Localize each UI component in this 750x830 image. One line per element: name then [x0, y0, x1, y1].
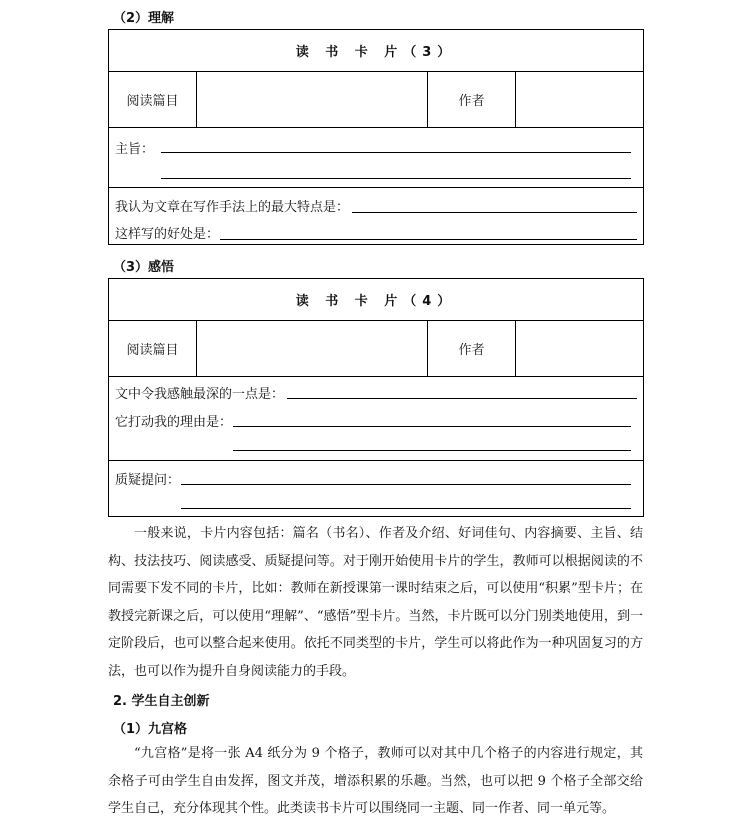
- theme-line-2[interactable]: [161, 178, 631, 179]
- impression-cell: [109, 377, 644, 461]
- reason-label: 它打动我的理由是：: [115, 415, 233, 430]
- technique-cell: [109, 188, 644, 245]
- section-heading-insight: （3）感悟: [113, 260, 175, 275]
- deepest-touch-label: 文中令我感触最深的一点是：: [115, 387, 285, 402]
- author-cell[interactable]: [516, 72, 644, 128]
- theme-line-1[interactable]: [161, 152, 631, 153]
- reason-line-2[interactable]: [233, 450, 631, 451]
- writing-feature-label: 我认为文章在写作手法上的最大特点是：: [115, 200, 350, 215]
- section-heading-nine-grid: （1）九宫格: [113, 722, 188, 737]
- reading-title-label: 阅读篇目: [109, 72, 197, 128]
- section-heading-understanding: （2）理解: [113, 11, 175, 26]
- benefit-line[interactable]: [220, 239, 637, 240]
- reading-card-3: [108, 29, 644, 245]
- question-label: 质疑提问：: [115, 473, 181, 488]
- benefit-label: 这样写的好处是：: [115, 227, 220, 242]
- reading-card-4: [108, 278, 644, 517]
- deepest-touch-line[interactable]: [287, 398, 637, 399]
- reason-line-1[interactable]: [233, 426, 631, 427]
- reading-title-cell[interactable]: [197, 72, 428, 128]
- reading-title-label: 阅读篇目: [109, 321, 197, 377]
- writing-feature-line[interactable]: [352, 212, 637, 213]
- card-title: 读 书 卡 片（4）: [109, 279, 644, 321]
- question-line-1[interactable]: [181, 484, 631, 485]
- reading-title-cell[interactable]: [197, 321, 428, 377]
- theme-label: 主旨：: [115, 142, 155, 157]
- author-label: 作者: [428, 321, 516, 377]
- author-label: 作者: [428, 72, 516, 128]
- paragraph-card-contents: 一般来说，卡片内容包括：篇名（书名）、作者及介绍、好词佳句、内容摘要、主旨、结构、技法技巧、阅读感受、质疑提问等。对于刚开始使用卡片的学生，教师可以根据阅读的不同需要下发不同的卡片，比如：教师在新授课第一课时结束之后，可以使用“积累”型卡片；在教授完新课之后，可以使用“理解”、“感悟”型卡片。当然，卡片既可以分门别类地使用，到一定阶段后，也可以整合起来使用。依托不同类型的卡片，学生可以将此作为一种巩固复习的方法，也可以作为提升自身阅读能力的手段。: [108, 526, 643, 679]
- author-cell[interactable]: [516, 321, 644, 377]
- section-heading-student-innovation: 2. 学生自主创新: [113, 694, 210, 709]
- question-cell: [109, 461, 644, 517]
- theme-cell: [109, 128, 644, 188]
- question-line-2[interactable]: [181, 508, 631, 509]
- card-title: 读 书 卡 片（3）: [109, 30, 644, 72]
- paragraph-nine-grid: “九宫格”是将一张 A4 纸分为 9 个格子，教师可以对其中几个格子的内容进行规定，其余格子可由学生自由发挥，图文并茂，增添积累的乐趣。当然，也可以把 9 个格子全部交给学生自己，充分体现其个性。此类读书卡片可以围绕同一主题、同一作者、同一单元等。: [108, 746, 643, 816]
